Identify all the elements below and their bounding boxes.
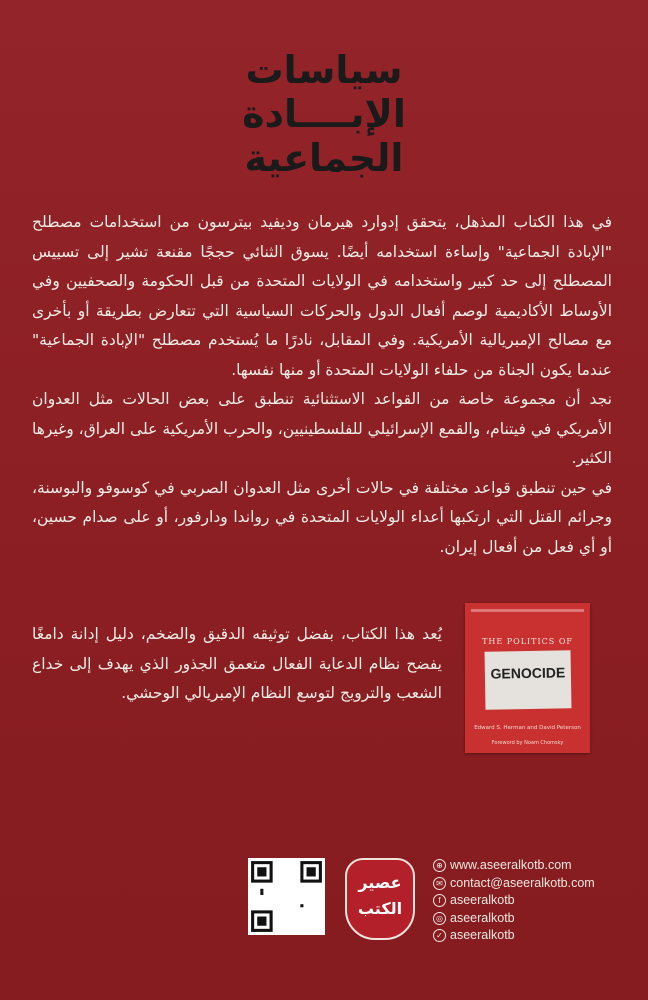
contact-facebook[interactable] [433,892,595,910]
cover-title-big: GENOCIDE [490,664,566,682]
blurb-paragraph: في هذا الكتاب المذهل، يتحقق إدوارد هيرمان وديفيد بيترسون من استخدامات مصطلح "الإبادة الجماعية" وإساءة استخدامه أيضًا. يسوق الثنائي حججًا مقنعة تشير إلى تسييس المصطلح إلى حد كبير واستخدامه في الولايات المتحدة من قبل الحكومة والصحفيين وفي الأوساط الأكاديمية لوصم أفعال الدول والحركات السياسية التي تتعارض بطريقة أو بأخرى مع مصالح الإمبريالية الأمريكية. وفي المقابل، نادرًا ما يُستخدم مصطلح "الإبادة الجماعية" عندما يكون الجناة من حلفاء الولايات المتحدة أو منها نفسها. [32,213,612,379]
qr-code [248,858,325,935]
contact-email[interactable] [433,875,595,893]
contact-twitter[interactable] [433,927,595,945]
closing-paragraph: يُعد هذا الكتاب، بفضل توثيقه الدقيق والضخم، دليل إدانة دامغًا يفضح نظام الدعاية الفعال متعمق الجذور الذي يهدف إلى خداع الشعب والترويج لتوسع النظام الإمبريالي الوحشي. [32,625,442,702]
blurb-paragraph: نجد أن مجموعة خاصة من القواعد الاستثنائية تنطبق على بعض الحالات مثل العدوان الأمريكي في فيتنام، والقمع الإسرائيلي للفلسطينيين، والحرب الأمريكية على العراق، وغيرها الكثير. [32,390,612,467]
book-title [0,48,648,180]
contact-text: aseeralkotb [450,928,515,942]
newspaper-image [485,650,572,709]
blurb [32,208,612,562]
cover-foreword: Foreword by Noam Chomsky [491,740,564,746]
title-line: الإبــــادة [242,92,406,136]
facebook-icon: f [433,894,446,907]
original-cover-image [465,603,590,753]
contact-text: aseeralkotb [450,910,515,925]
cover-title-small: THE POLITICS OF [482,637,573,646]
logo-text: عصير [358,873,402,892]
mail-icon: ✉ [433,877,446,890]
globe-icon: ⊕ [433,859,446,872]
contact-instagram[interactable] [433,910,595,928]
contact-text: contact@aseeralkotb.com [450,875,595,890]
publisher-logo [345,858,415,940]
blurb-paragraph: في حين تنطبق قواعد مختلفة في حالات أخرى مثل العدوان الصربي في كوسوفو والبوسنة، وجرائم القتل التي ارتكبها أعداء الولايات المتحدة في رواندا ودارفور، أو على صدام حسين، أو أي فعل من أفعال إيران. [32,478,612,556]
contact-text: www.aseeralkotb.com [450,858,572,872]
publisher-contacts [433,857,595,945]
instagram-icon: ◎ [433,912,446,925]
contact-website[interactable] [433,857,595,875]
twitter-icon: ✓ [433,929,446,942]
logo-text: الكتب [357,899,403,918]
cover-authors: Edward S. Herman and David Peterson [474,725,581,731]
contact-text: aseeralkotb [450,893,515,907]
title-line: الجماعية [244,136,404,180]
cover-top-line [471,609,584,612]
title-line: سياسات [245,48,403,92]
